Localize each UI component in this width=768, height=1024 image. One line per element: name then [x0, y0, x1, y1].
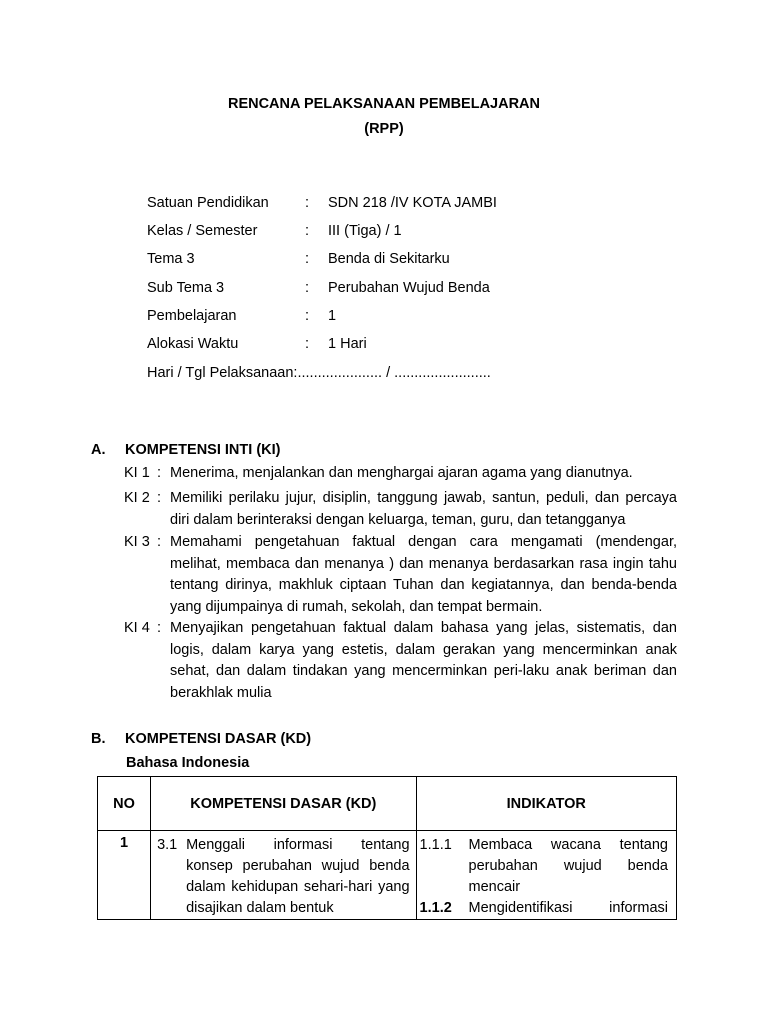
ki-colon: : [157, 620, 162, 636]
table-header-row [98, 777, 677, 831]
info-label: Tema 3 [147, 251, 195, 267]
ki-text: Memahami pengetahuan faktual dengan cara mengamati (mendengar, melihat, membaca dan menanya ) dan menanya berdasarkan rasa ingin tahu tentang dirinya, makhluk ciptaan Tuhan dan kegiatannya, dan benda-benda yang dijumpainya di rumah, sekolah, dan tempat bermain. [170, 534, 677, 615]
info-value: SDN 218 /IV KOTA JAMBI [328, 195, 497, 211]
indikator-number: 1.1.2 [419, 900, 452, 916]
document-subtitle: (RPP) [364, 121, 404, 137]
ki-code: KI 4 [124, 620, 150, 636]
ki-code: KI 3 [124, 534, 150, 550]
kd-number: 3.1 [157, 837, 178, 853]
indikator-text: Mengidentifikasi informasi [468, 900, 668, 916]
header-kd: KOMPETENSI DASAR (KD) [151, 777, 416, 831]
ki-text: Menyajikan pengetahuan faktual dalam bahasa yang jelas, sistematis, dan logis, dalam karya yang estetis, dalam gerakan yang mencerminkan anak sehat, dan dalam tindakan yang mencerminkan peri-laku anak beriman dan berakhlak mulia [170, 620, 677, 701]
info-value: III (Tiga) / 1 [328, 223, 402, 239]
section-b-title: KOMPETENSI DASAR (KD) [125, 731, 312, 747]
header-no: NO [98, 777, 151, 831]
info-label: Sub Tema 3 [147, 280, 225, 296]
info-label: Pembelajaran [147, 308, 237, 324]
kd-cell [151, 831, 416, 920]
info-label: Alokasi Waktu [147, 336, 239, 352]
info-label: Satuan Pendidikan [147, 195, 269, 211]
indikator-text: Membaca wacana tentang perubahan wujud benda mencair [468, 837, 668, 895]
info-colon: : [305, 223, 310, 239]
ki-text: Menerima, menjalankan dan menghargai ajaran agama yang dianutnya. [170, 465, 633, 481]
info-colon: : [305, 308, 310, 324]
info-value: 1 Hari [328, 336, 367, 352]
ki-colon: : [157, 534, 162, 550]
kd-text: Menggali informasi tentang konsep perubahan wujud benda dalam kehidupan sehari-hari yang disajikan dalam bentuk [186, 837, 410, 916]
ki-colon: : [157, 465, 162, 481]
section-a-title: KOMPETENSI INTI (KI) [125, 442, 281, 458]
ki-colon: : [157, 490, 162, 506]
header-indikator: INDIKATOR [416, 777, 676, 831]
ki-code: KI 2 [124, 490, 150, 506]
info-value: 1 [328, 308, 337, 324]
ki-text: Memiliki perilaku jujur, disiplin, tanggung jawab, santun, peduli, dan percaya diri dalam berinteraksi dengan keluarga, teman, guru, dan tetangganya [170, 490, 677, 528]
info-colon: : [305, 280, 310, 296]
info-colon: : [305, 251, 310, 267]
ki-code: KI 1 [124, 465, 150, 481]
hari-tgl-pelaksanaan: Hari / Tgl Pelaksanaan:..................... / ........................ [147, 365, 491, 381]
info-value: Benda di Sekitarku [328, 251, 450, 267]
row-no: 1 [98, 831, 151, 920]
section-a-letter: A. [91, 442, 106, 458]
document-title: RENCANA PELAKSANAAN PEMBELAJARAN [227, 96, 541, 112]
indikator-item [417, 898, 676, 919]
indikator-number: 1.1.1 [419, 837, 452, 853]
indikator-item [417, 831, 676, 898]
indikator-cell [416, 831, 676, 920]
info-value: Perubahan Wujud Benda [328, 280, 490, 296]
info-colon: : [305, 195, 310, 211]
table-row [98, 831, 677, 920]
subject-heading: Bahasa Indonesia [126, 755, 250, 771]
info-colon: : [305, 336, 310, 352]
info-label: Kelas / Semester [147, 223, 258, 239]
kd-table [97, 776, 677, 920]
section-b-letter: B. [91, 731, 106, 747]
